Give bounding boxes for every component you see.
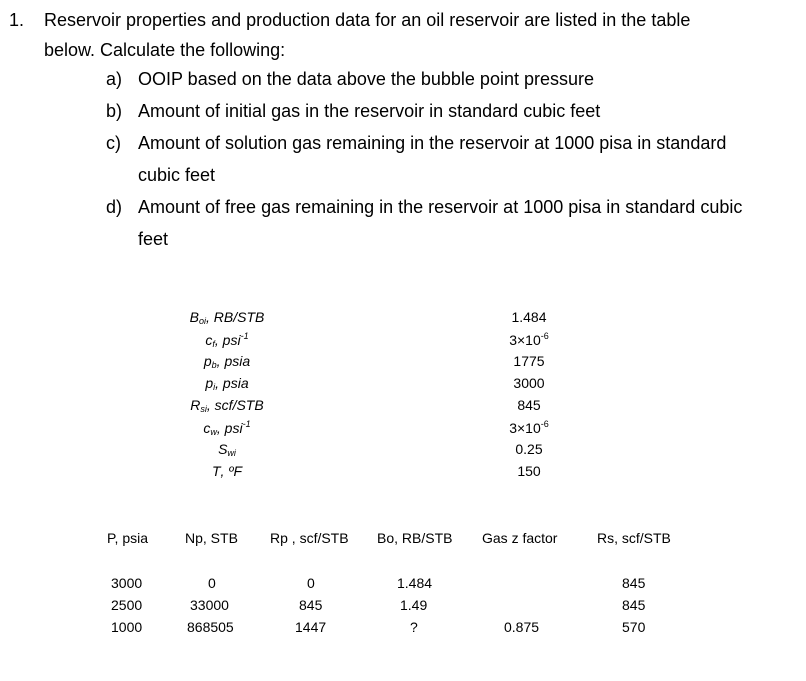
property-label-cf: $c_f$, psi$^{-1}$: [205, 331, 249, 349]
part-b-label: b): [106, 101, 123, 121]
part-d-text-cont: feet: [138, 229, 169, 249]
table-cell: 1.49: [400, 597, 428, 613]
question-intro-line1: Reservoir properties and production data for an oil reservoir are listed in the table: [44, 10, 691, 30]
table-header-bo: Bo, RB/STB: [377, 530, 453, 546]
property-value-cf: $3\times 10^{-6}$: [509, 331, 549, 348]
property-value-t: 150: [517, 463, 541, 479]
part-c-text: Amount of solution gas remaining in the reservoir at 1000 pisa in standard: [138, 133, 727, 153]
table-header-np: Np, STB: [185, 530, 238, 546]
part-d-label: d): [106, 197, 123, 217]
table-cell: 3000: [111, 575, 143, 591]
table-cell: 845: [299, 597, 323, 613]
table-cell: 868505: [187, 619, 234, 635]
table-cell: 1.484: [397, 575, 433, 591]
part-d-text: Amount of free gas remaining in the reservoir at 1000 pisa in standard cubic: [138, 197, 743, 217]
table-cell: 845: [622, 597, 646, 613]
table-cell: 0: [208, 575, 216, 591]
property-value-boi: 1.484: [511, 309, 547, 325]
table-cell: 1447: [295, 619, 327, 635]
part-c-text-cont: cubic feet: [138, 165, 216, 185]
property-value-swi: 0.25: [515, 441, 543, 457]
table-cell: ?: [410, 619, 418, 635]
table-cell: 0: [307, 575, 315, 591]
part-c-label: c): [106, 133, 121, 153]
part-a-label: a): [106, 69, 123, 89]
property-value-rsi: 845: [517, 397, 541, 413]
part-a-text: OOIP based on the data above the bubble point pressure: [138, 69, 594, 89]
property-value-pi: 3000: [513, 375, 545, 391]
property-value-pb: 1775: [513, 353, 545, 369]
table-header-p: P, psia: [107, 530, 148, 546]
table-header-z: Gas z factor: [482, 530, 558, 546]
property-label-pi: $p_i$, psia: [205, 375, 249, 392]
property-label-cw: $c_w$, psi$^{-1}$: [203, 419, 251, 437]
part-b-text: Amount of initial gas in the reservoir in standard cubic feet: [138, 101, 601, 121]
table-header-rp: Rp , scf/STB: [270, 530, 349, 546]
property-label-boi: $B_{oi}$, RB/STB: [189, 309, 265, 326]
property-label-swi: $S_{wi}$: [218, 441, 236, 458]
property-value-cw: $3\times 10^{-6}$: [509, 419, 549, 436]
table-cell: 0.875: [504, 619, 540, 635]
property-label-t: T, ºF: [211, 463, 242, 479]
table-cell: 2500: [111, 597, 143, 613]
property-label-pb: $p_b$, psia: [203, 353, 251, 370]
table-cell: 1000: [111, 619, 143, 635]
question-number: 1.: [9, 10, 25, 30]
table-cell: 845: [622, 575, 646, 591]
table-cell: 33000: [190, 597, 229, 613]
table-cell: 570: [622, 619, 646, 635]
table-header-rs: Rs, scf/STB: [597, 530, 671, 546]
property-label-rsi: $R_{si}$, scf/STB: [190, 397, 264, 414]
question-intro-line2: below. Calculate the following:: [44, 40, 286, 60]
